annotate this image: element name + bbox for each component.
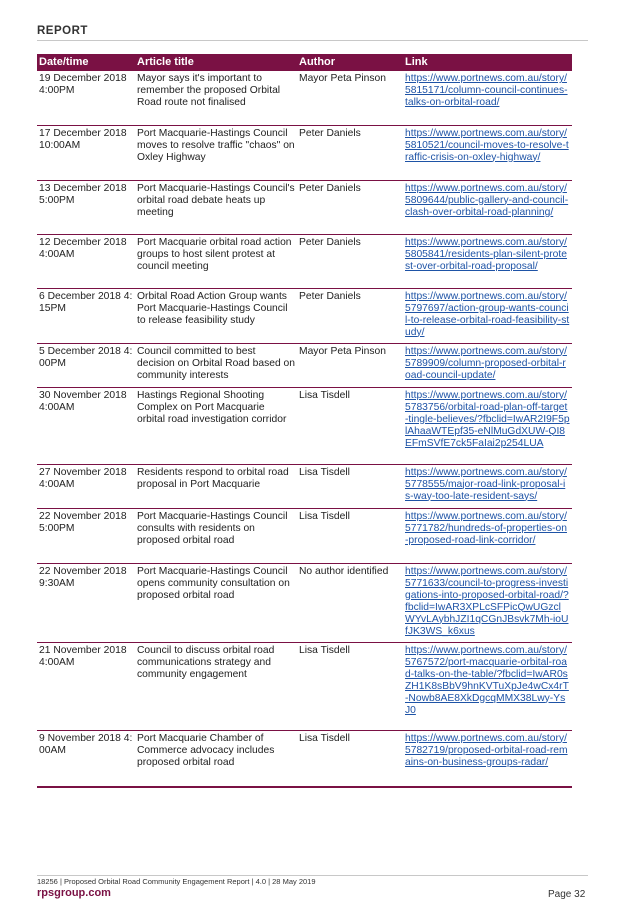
cell-title: Mayor says it's important to remember the proposed Orbital Road route not finalised [135, 71, 297, 125]
table-row [37, 125, 572, 180]
cell-date: 5 December 2018 4:00PM [37, 343, 135, 387]
cell-author: Lisa Tisdell [297, 730, 403, 787]
table-row [37, 563, 572, 642]
cell-title: Port Macquarie Chamber of Commerce advocacy includes proposed orbital road [135, 730, 297, 787]
media-articles-table [37, 54, 572, 788]
table-row [37, 343, 572, 387]
cell-author: Peter Daniels [297, 125, 403, 180]
link[interactable]: https://www.portnews.com.au/story/5771633/council-to-progress-investigations-into-proposed-orbital-road/?fbclid=IwAR3XPLcSFPicQwUGzclWYvLAybhJZI1qCGnJBsvk7Mh-ioUfJK3WS_k6xus [403, 563, 572, 642]
page-number: Page 32 [548, 889, 586, 900]
link[interactable]: https://www.portnews.com.au/story/5771782/hundreds-of-properties-on-proposed-road-link-corridor/ [403, 508, 572, 563]
table-row [37, 730, 572, 787]
cell-author: Lisa Tisdell [297, 508, 403, 563]
cell-title: Hastings Regional Shooting Complex on Port Macquarie orbital road investigation corridor [135, 387, 297, 464]
cell-date: 12 December 2018 4:00AM [37, 234, 135, 288]
header-link: Link [403, 54, 572, 71]
cell-title: Council to discuss orbital road communications strategy and community engagement [135, 642, 297, 730]
link[interactable]: https://www.portnews.com.au/story/5805841/residents-plan-silent-protest-over-orbital-road-proposal/ [403, 234, 572, 288]
cell-title: Orbital Road Action Group wants Port Macquarie-Hastings Council to release feasibility study [135, 288, 297, 343]
cell-date: 13 December 2018 5:00PM [37, 180, 135, 234]
footer-document-line: 18256 | Proposed Orbital Road Community Engagement Report | 4.0 | 28 May 2019 [37, 877, 316, 886]
cell-author: Lisa Tisdell [297, 387, 403, 464]
link[interactable]: https://www.portnews.com.au/story/5810521/council-moves-to-resolve-traffic-crisis-on-oxley-highway/ [403, 125, 572, 180]
link[interactable]: https://www.portnews.com.au/story/5783756/orbital-road-plan-off-target-tingle-believes/?fbclid=IwAR2I9F5plAhaaWTEpf35-eNlMuGdXUW-QI8EFmSVfE7ck5FaIai2p254LUA [403, 387, 572, 464]
cell-title: Port Macquarie-Hastings Council moves to resolve traffic "chaos" on Oxley Highway [135, 125, 297, 180]
cell-author: Mayor Peta Pinson [297, 343, 403, 387]
cell-date: 9 November 2018 4:00AM [37, 730, 135, 787]
table-row [37, 387, 572, 464]
footer-divider [37, 875, 588, 876]
cell-author: Peter Daniels [297, 180, 403, 234]
header-date: Date/time [37, 54, 135, 71]
table-row [37, 71, 572, 125]
cell-date: 27 November 2018 4:00AM [37, 464, 135, 508]
link[interactable]: https://www.portnews.com.au/story/5797697/action-group-wants-council-to-release-orbital-road-feasibility-study/ [403, 288, 572, 343]
cell-author: No author identified [297, 563, 403, 642]
link[interactable]: https://www.portnews.com.au/story/5809644/public-gallery-and-council-clash-over-orbital-road-planning/ [403, 180, 572, 234]
cell-author: Peter Daniels [297, 288, 403, 343]
table-header-row [37, 54, 572, 71]
link[interactable]: https://www.portnews.com.au/story/5815171/column-council-continues-talks-on-orbital-road/ [403, 71, 572, 125]
cell-title: Council committed to best decision on Orbital Road based on community interests [135, 343, 297, 387]
cell-date: 22 November 2018 5:00PM [37, 508, 135, 563]
cell-date: 17 December 2018 10:00AM [37, 125, 135, 180]
cell-author: Mayor Peta Pinson [297, 71, 403, 125]
table-row [37, 508, 572, 563]
table-row [37, 464, 572, 508]
cell-title: Port Macquarie-Hastings Council consults with residents on proposed orbital road [135, 508, 297, 563]
table-row [37, 180, 572, 234]
cell-author: Lisa Tisdell [297, 464, 403, 508]
footer-brand[interactable]: rpsgroup.com [37, 887, 111, 899]
cell-author: Lisa Tisdell [297, 642, 403, 730]
link[interactable]: https://www.portnews.com.au/story/5782719/proposed-orbital-road-remains-on-business-groups-radar/ [403, 730, 572, 787]
table-row [37, 288, 572, 343]
cell-title: Port Macquarie orbital road action groups to host silent protest at council meeting [135, 234, 297, 288]
link[interactable]: https://www.portnews.com.au/story/5789909/column-proposed-orbital-road-council-update/ [403, 343, 572, 387]
cell-title: Port Macquarie-Hastings Council opens community consultation on proposed orbital road [135, 563, 297, 642]
link[interactable]: https://www.portnews.com.au/story/5767572/port-macquarie-orbital-road-talks-on-the-table/?fbclid=IwAR0sZH1K8sBbV9hnKVTuXpJe4wCx4rT-Nowb8AE8XkDgcqMMX38Lwy-YsJ0 [403, 642, 572, 730]
cell-date: 21 November 2018 4:00AM [37, 642, 135, 730]
cell-title: Residents respond to orbital road proposal in Port Macquarie [135, 464, 297, 508]
header-author: Author [297, 54, 403, 71]
cell-title: Port Macquarie-Hastings Council's orbital road debate heats up meeting [135, 180, 297, 234]
cell-date: 19 December 2018 4:00PM [37, 71, 135, 125]
cell-date: 22 November 2018 9:30AM [37, 563, 135, 642]
table-row [37, 234, 572, 288]
header-title: Article title [135, 54, 297, 71]
link[interactable]: https://www.portnews.com.au/story/5778555/major-road-link-proposal-is-way-too-late-resident-says/ [403, 464, 572, 508]
section-heading: REPORT [37, 25, 588, 41]
cell-date: 6 December 2018 4:15PM [37, 288, 135, 343]
cell-author: Peter Daniels [297, 234, 403, 288]
cell-date: 30 November 2018 4:00AM [37, 387, 135, 464]
table-row [37, 642, 572, 730]
